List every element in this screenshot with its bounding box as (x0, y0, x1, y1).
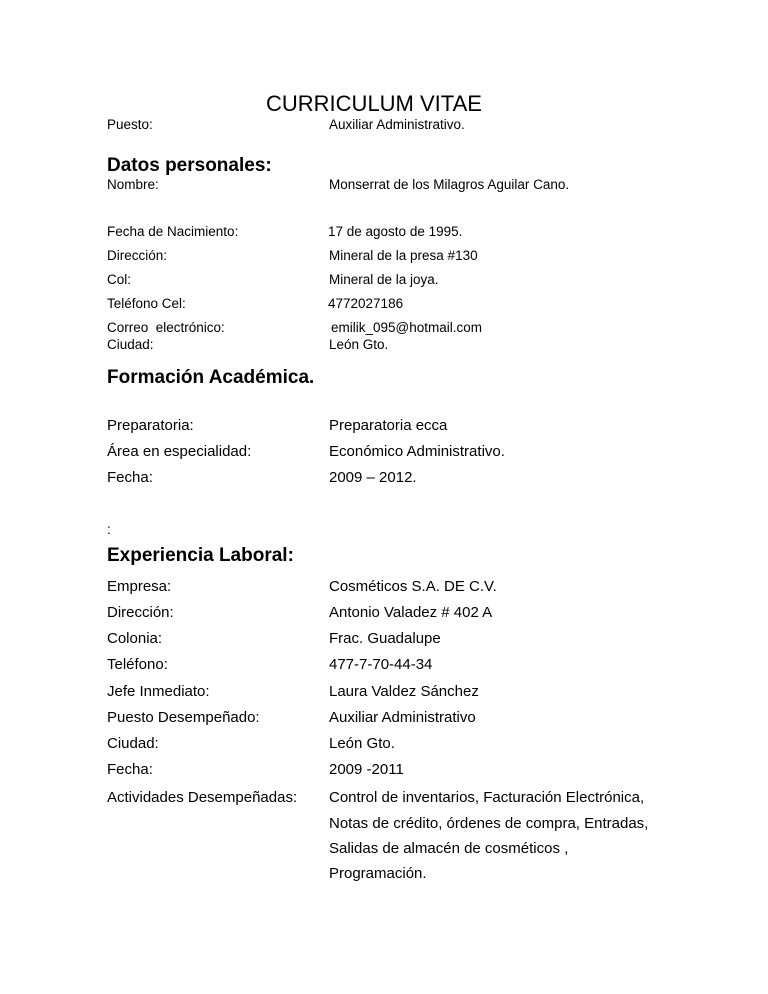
datos-label: Correo electrónico: (107, 320, 225, 335)
separator-colon: : (107, 522, 111, 537)
experiencia-value: Auxiliar Administrativo (329, 709, 476, 726)
page-title: CURRICULUM VITAE (266, 91, 482, 116)
formacion-label: Fecha: (107, 469, 153, 486)
formacion-value: Preparatoria ecca (329, 417, 448, 434)
actividades-line: Notas de crédito, órdenes de compra, Entradas, (329, 815, 649, 832)
datos-label: Teléfono Cel: (107, 296, 186, 311)
experiencia-value: 2009 -2011 (329, 761, 404, 778)
experiencia-label: Jefe Inmediato: (107, 683, 210, 700)
experiencia-label: Fecha: (107, 761, 153, 778)
datos-label: Dirección: (107, 248, 168, 263)
experiencia-value: Frac. Guadalupe (329, 630, 441, 647)
experiencia-value: Laura Valdez Sánchez (329, 683, 479, 700)
datos-value: Monserrat de los Milagros Aguilar Cano. (329, 177, 570, 192)
experiencia-value: León Gto. (329, 735, 395, 752)
actividades-line: Control de inventarios, Facturación Electrónica, (329, 789, 645, 806)
datos-label: Col: (107, 272, 132, 287)
section-heading-experiencia: Experiencia Laboral: (107, 545, 294, 566)
formacion-value: Económico Administrativo. (329, 443, 505, 460)
section-heading-datos: Datos personales: (107, 155, 272, 176)
actividades-label: Actividades Desempeñadas: (107, 789, 298, 806)
datos-value: Mineral de la presa #130 (329, 248, 478, 263)
experiencia-label: Ciudad: (107, 735, 159, 752)
actividades-line: Programación. (329, 865, 427, 882)
experiencia-label: Dirección: (107, 604, 174, 621)
section-heading-formacion: Formación Académica. (107, 367, 315, 388)
experiencia-label: Colonia: (107, 630, 163, 647)
puesto-label: Puesto: (107, 117, 153, 132)
datos-value: 4772027186 (328, 296, 404, 311)
datos-label: Ciudad: (107, 337, 154, 352)
experiencia-value: 477-7-70-44-34 (329, 656, 433, 673)
experiencia-value: Antonio Valadez # 402 A (329, 604, 493, 621)
formacion-value: 2009 – 2012. (329, 469, 417, 486)
experiencia-value: Cosméticos S.A. DE C.V. (329, 578, 497, 595)
datos-value-email: emilik_095@hotmail.com (331, 320, 483, 335)
formacion-label: Área en especialidad: (107, 443, 252, 460)
experiencia-label: Empresa: (107, 578, 172, 595)
actividades-line: Salidas de almacén de cosméticos , (329, 840, 569, 857)
datos-label: Nombre: (107, 177, 159, 192)
datos-label: Fecha de Nacimiento: (107, 224, 239, 239)
experiencia-label: Teléfono: (107, 656, 168, 673)
experiencia-label: Puesto Desempeñado: (107, 709, 260, 726)
datos-value: 17 de agosto de 1995. (328, 224, 463, 239)
puesto-value: Auxiliar Administrativo. (329, 117, 465, 132)
datos-value: Mineral de la joya. (329, 272, 439, 287)
datos-value: León Gto. (329, 337, 389, 352)
formacion-label: Preparatoria: (107, 417, 194, 434)
